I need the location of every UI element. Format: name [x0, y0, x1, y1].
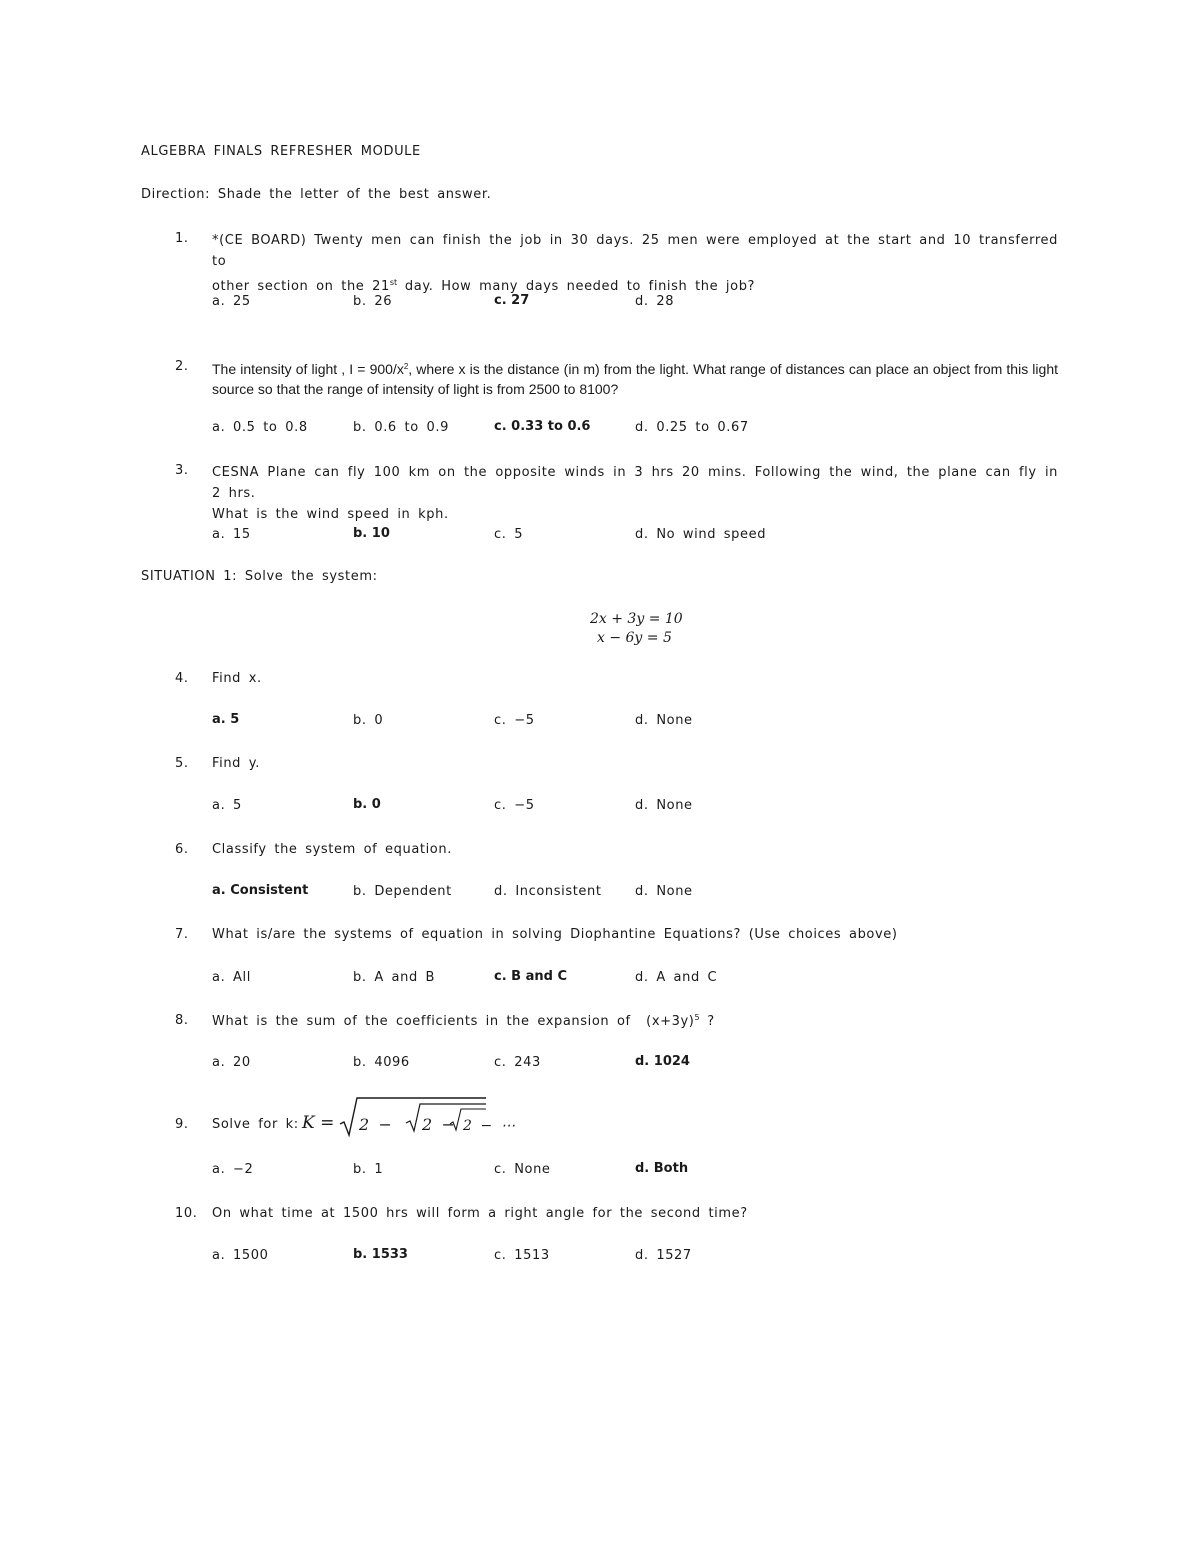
choice-b-answer[interactable]: b. 0: [353, 797, 381, 812]
question-number: 5.: [175, 756, 189, 771]
choice-b[interactable]: b. 0: [353, 713, 384, 728]
question-line: CESNA Plane can fly 100 km on the opposite winds in 3 hrs 20 mins. Following the wind, the plane can fly in 2 hrs.: [212, 465, 1058, 501]
choice-a[interactable]: a. 25: [212, 294, 251, 309]
choice-b[interactable]: b. 4096: [353, 1055, 410, 1070]
nested-radical: [338, 1094, 516, 1140]
question-text: The intensity of light , $I = 900/x^2$, where x is the distance (in m) from the light. What range of distances can place an object from this light source so that the range of intensity of light is from 2500 to 8100?: [212, 361, 1058, 397]
question-line: What is the wind speed in kph.: [212, 507, 449, 522]
choice-b[interactable]: b. A and B: [353, 970, 436, 985]
choice-d-answer[interactable]: d. Both: [635, 1161, 689, 1176]
choice-c-answer[interactable]: c. 0.33 to 0.6: [494, 419, 591, 434]
choice-d[interactable]: d. None: [635, 798, 693, 813]
question-number: 4.: [175, 671, 189, 686]
question-line: *(CE BOARD) Twenty men can finish the job in 30 days. 25 men were employed at the start and 10 transferred to: [212, 233, 1058, 269]
choice-a[interactable]: a. 5: [212, 798, 242, 813]
choice-a[interactable]: a. 0.5 to 0.8: [212, 420, 308, 435]
question-text: Find x.: [212, 671, 262, 686]
question-number: 9.: [175, 1117, 189, 1132]
choice-a-answer[interactable]: a. 5: [212, 712, 240, 727]
question-line: other section on the 21st day. How many days needed to finish the job?: [212, 278, 756, 294]
question-text: Classify the system of equation.: [212, 842, 452, 857]
choice-a[interactable]: a. 15: [212, 527, 251, 542]
question-text: [212, 230, 1058, 297]
choice-c[interactable]: c. −5: [494, 798, 535, 813]
choice-b[interactable]: b. 1: [353, 1162, 384, 1177]
direction-text: Direction: Shade the letter of the best answer.: [141, 187, 492, 202]
choice-a[interactable]: a. 1500: [212, 1248, 269, 1263]
system-equation-1: 2x + 3y = 10: [590, 611, 683, 627]
page-title: ALGEBRA FINALS REFRESHER MODULE: [141, 144, 421, 159]
choice-d[interactable]: d. None: [635, 884, 693, 899]
radical-content: 2 −: [359, 1115, 393, 1134]
question-number: 10.: [175, 1206, 198, 1221]
k-label: K =: [302, 1113, 335, 1133]
expression: (x+3y): [646, 1014, 695, 1029]
question-text: What is/are the systems of equation in solving Diophantine Equations? (Use choices above): [212, 927, 898, 942]
choice-c-answer[interactable]: c. B and C: [494, 969, 568, 984]
choice-d[interactable]: d. 1527: [635, 1248, 692, 1263]
question-number: 7.: [175, 927, 189, 942]
question-text: Solve for k:: [212, 1117, 299, 1132]
choice-a[interactable]: a. −2: [212, 1162, 254, 1177]
choice-b[interactable]: b. 26: [353, 294, 393, 309]
choice-c[interactable]: c. 5: [494, 527, 524, 542]
choice-d[interactable]: d. A and C: [635, 970, 718, 985]
question-text: On what time at 1500 hrs will form a right angle for the second time?: [212, 1206, 748, 1221]
question-number: 2.: [175, 359, 189, 374]
question-text: What is the sum of the coefficients in the expansion of $(x+3y)^5$ ?: [212, 1013, 715, 1029]
choice-c[interactable]: c. 243: [494, 1055, 541, 1070]
question-number: 6.: [175, 842, 189, 857]
choice-c[interactable]: c. None: [494, 1162, 551, 1177]
question-number: 8.: [175, 1013, 189, 1028]
choice-a[interactable]: a. 20: [212, 1055, 251, 1070]
choice-c[interactable]: c. −5: [494, 713, 535, 728]
choice-b[interactable]: b. 0.6 to 0.9: [353, 420, 449, 435]
choice-c[interactable]: d. Inconsistent: [494, 884, 602, 899]
radical-content: 2 − ⋯: [463, 1118, 516, 1134]
choice-b[interactable]: b. Dependent: [353, 884, 452, 899]
system-equation-2: x − 6y = 5: [597, 630, 672, 646]
question-text: [212, 462, 1058, 525]
choice-a-answer[interactable]: a. Consistent: [212, 883, 309, 898]
choice-c-answer[interactable]: c. 27: [494, 293, 530, 308]
choice-d[interactable]: d. 0.25 to 0.67: [635, 420, 749, 435]
choice-d[interactable]: d. None: [635, 713, 693, 728]
situation-heading: SITUATION 1: Solve the system:: [141, 569, 378, 584]
question-number: 3.: [175, 463, 189, 478]
question-text: Find y.: [212, 756, 260, 771]
choice-d-answer[interactable]: d. 1024: [635, 1054, 690, 1069]
choice-d[interactable]: d. No wind speed: [635, 527, 767, 542]
choice-b-answer[interactable]: b. 1533: [353, 1247, 408, 1262]
radical-content: 2 −: [422, 1115, 456, 1134]
choice-a[interactable]: a. All: [212, 970, 251, 985]
choice-b-answer[interactable]: b. 10: [353, 526, 390, 541]
choice-c[interactable]: c. 1513: [494, 1248, 550, 1263]
choice-d[interactable]: d. 28: [635, 294, 675, 309]
question-number: 1.: [175, 231, 189, 246]
